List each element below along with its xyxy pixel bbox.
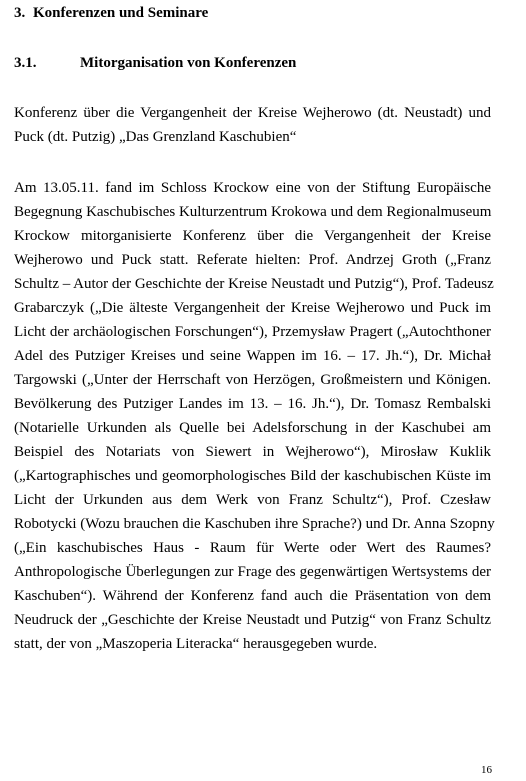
section-number: 3. bbox=[14, 5, 26, 21]
paragraph-line: Kaschuben“). Während der Konferenz fand auch die Präsentation von dem bbox=[14, 588, 491, 604]
paragraph-line: Adel des Putziger Kreises und seine Wappen im 16. – 17. Jh.“), Dr. Michał bbox=[14, 348, 491, 364]
paragraph-line: Neudruck der „Geschichte der Kreise Neustadt und Putzig“ von Franz Schultz bbox=[14, 612, 491, 628]
paragraph-line: Robotycki (Wozu brauchen die Kaschuben ihre Sprache?) und Dr. Anna Szopny bbox=[14, 516, 495, 532]
paragraph-line: Konferenz über die Vergangenheit der Kreise Wejherowo (dt. Neustadt) und bbox=[14, 105, 491, 121]
intro-paragraph bbox=[14, 101, 491, 149]
paragraph-line: statt, der von „Maszoperia Literacka“ herausgegeben wurde. bbox=[14, 636, 378, 652]
section-title: Konferenzen und Seminare bbox=[33, 5, 209, 21]
paragraph-line: Schultz – Autor der Geschichte der Kreise Neustadt und Putzig“), Prof. Tadeusz bbox=[14, 276, 494, 292]
paragraph-line: Licht der archäologischen Forschungen“), Przemysław Pragert („Autochthoner bbox=[14, 324, 491, 340]
paragraph-line: Krockow mitorganisierte Konferenz über die Vergangenheit der Kreise bbox=[14, 228, 491, 244]
subsection-title: Mitorganisation von Konferenzen bbox=[80, 55, 297, 71]
paragraph-line: Bevölkerung des Putziger Landes im 13. – 16. Jh.“), Dr. Tomasz Rembalski bbox=[14, 396, 491, 412]
paragraph-line: Puck (dt. Putzig) „Das Grenzland Kaschubien“ bbox=[14, 129, 297, 145]
section-heading bbox=[14, 5, 208, 22]
paragraph-line: Licht der Urkunden aus dem Werk von Franz Schultz“), Prof. Czesław bbox=[14, 492, 491, 508]
paragraph-line: Am 13.05.11. fand im Schloss Krockow eine von der Stiftung Europäische bbox=[14, 180, 491, 196]
subsection-number: 3.1. bbox=[14, 55, 37, 71]
paragraph-line: Grabarczyk („Die älteste Vergangenheit der Kreise Wejherowo und Puck im bbox=[14, 300, 491, 316]
paragraph-line: Beispiel des Notariats von Siewert in Wejherowo“), Mirosław Kuklik bbox=[14, 444, 491, 460]
body-paragraph bbox=[14, 176, 495, 656]
paragraph-line: Wejherowo und Puck statt. Referate hielten: Prof. Andrzej Groth („Franz bbox=[14, 252, 491, 268]
paragraph-line: Targowski („Unter der Herrschaft von Herzögen, Großmeistern und Königen. bbox=[14, 372, 491, 388]
page-number: 16 bbox=[481, 764, 492, 776]
subsection-heading bbox=[14, 55, 296, 72]
paragraph-line: Begegnung Kaschubisches Kulturzentrum Krokowa und dem Regionalmuseum bbox=[14, 204, 492, 220]
paragraph-line: („Ein kaschubisches Haus - Raum für Werte oder Wert des Raumes? bbox=[14, 540, 491, 556]
paragraph-line: („Kartographisches und geomorphologisches Bild der kaschubischen Küste im bbox=[14, 468, 491, 484]
paragraph-line: Anthropologische Überlegungen zur Frage des gegenwärtigen Wertsystems der bbox=[14, 564, 491, 580]
paragraph-line: (Notarielle Urkunden als Quelle bei Adelsforschung in der Kaschubei am bbox=[14, 420, 491, 436]
